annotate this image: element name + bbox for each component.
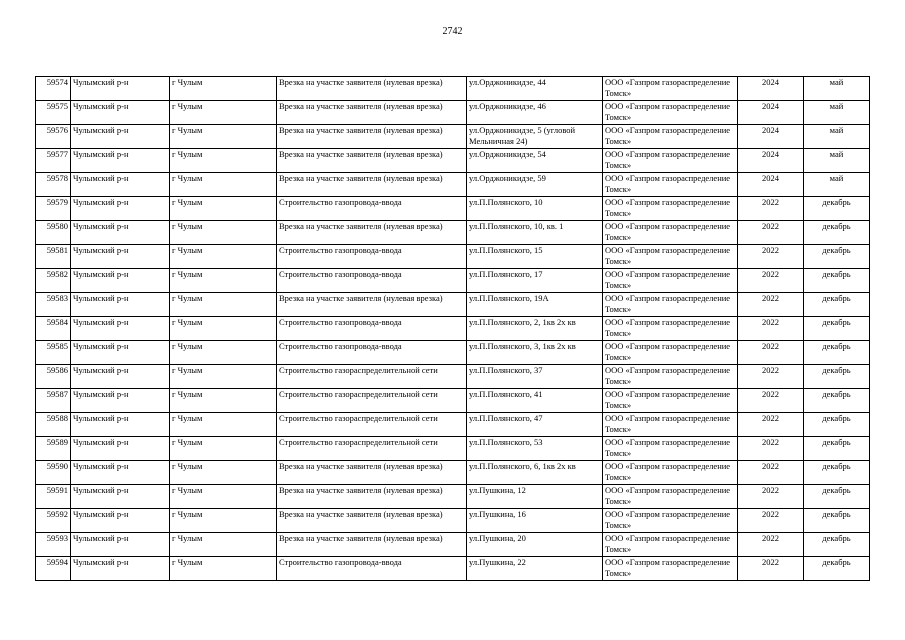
district-cell: Чулымский р-н [71, 389, 170, 413]
work-type-cell: Врезка на участке заявителя (нулевая врезка) [277, 149, 467, 173]
address-cell: ул.П.Полянского, 15 [467, 245, 603, 269]
address-cell: ул.Орджоникидзе, 59 [467, 173, 603, 197]
page-number: 2742 [442, 26, 463, 37]
organization-cell: ООО «Газпром газораспределение Томск» [603, 245, 738, 269]
table-row [36, 149, 870, 173]
year-cell: 2022 [738, 509, 804, 533]
row-number-cell: 59588 [36, 413, 71, 437]
organization-cell: ООО «Газпром газораспределение Томск» [603, 77, 738, 101]
district-cell: Чулымский р-н [71, 317, 170, 341]
year-cell: 2022 [738, 389, 804, 413]
settlement-cell: г Чулым [170, 341, 277, 365]
row-number-cell: 59589 [36, 437, 71, 461]
row-number-cell: 59583 [36, 293, 71, 317]
organization-cell: ООО «Газпром газораспределение Томск» [603, 293, 738, 317]
row-number-cell: 59574 [36, 77, 71, 101]
district-cell: Чулымский р-н [71, 269, 170, 293]
year-cell: 2022 [738, 317, 804, 341]
district-cell: Чулымский р-н [71, 125, 170, 149]
organization-cell: ООО «Газпром газораспределение Томск» [603, 269, 738, 293]
address-cell: ул.П.Полянского, 10 [467, 197, 603, 221]
organization-cell: ООО «Газпром газораспределение Томск» [603, 125, 738, 149]
district-cell: Чулымский р-н [71, 365, 170, 389]
district-cell: Чулымский р-н [71, 437, 170, 461]
row-number-cell: 59581 [36, 245, 71, 269]
month-cell: май [804, 101, 870, 125]
settlement-cell: г Чулым [170, 173, 277, 197]
year-cell: 2022 [738, 485, 804, 509]
settlement-cell: г Чулым [170, 413, 277, 437]
row-number-cell: 59593 [36, 533, 71, 557]
table-row [36, 221, 870, 245]
row-number-cell: 59585 [36, 341, 71, 365]
table-row [36, 389, 870, 413]
table-body [36, 77, 870, 581]
table-row [36, 341, 870, 365]
month-cell: декабрь [804, 533, 870, 557]
district-cell: Чулымский р-н [71, 101, 170, 125]
organization-cell: ООО «Газпром газораспределение Томск» [603, 341, 738, 365]
district-cell: Чулымский р-н [71, 509, 170, 533]
address-cell: ул.Пушкина, 22 [467, 557, 603, 581]
organization-cell: ООО «Газпром газораспределение Томск» [603, 533, 738, 557]
work-type-cell: Строительство газопровода-ввода [277, 245, 467, 269]
table-row [36, 533, 870, 557]
settlement-cell: г Чулым [170, 557, 277, 581]
row-number-cell: 59576 [36, 125, 71, 149]
year-cell: 2022 [738, 197, 804, 221]
gasification-table [35, 76, 870, 581]
month-cell: декабрь [804, 269, 870, 293]
row-number-cell: 59579 [36, 197, 71, 221]
year-cell: 2022 [738, 269, 804, 293]
row-number-cell: 59591 [36, 485, 71, 509]
organization-cell: ООО «Газпром газораспределение Томск» [603, 173, 738, 197]
table-row [36, 269, 870, 293]
work-type-cell: Строительство газопровода-ввода [277, 269, 467, 293]
year-cell: 2022 [738, 341, 804, 365]
work-type-cell: Врезка на участке заявителя (нулевая врезка) [277, 101, 467, 125]
row-number-cell: 59582 [36, 269, 71, 293]
table-row [36, 557, 870, 581]
district-cell: Чулымский р-н [71, 461, 170, 485]
settlement-cell: г Чулым [170, 221, 277, 245]
district-cell: Чулымский р-н [71, 413, 170, 437]
year-cell: 2022 [738, 557, 804, 581]
month-cell: декабрь [804, 293, 870, 317]
district-cell: Чулымский р-н [71, 293, 170, 317]
settlement-cell: г Чулым [170, 149, 277, 173]
address-cell: ул.Орджоникидзе, 44 [467, 77, 603, 101]
address-cell: ул.Пушкина, 12 [467, 485, 603, 509]
address-cell: ул.П.Полянского, 53 [467, 437, 603, 461]
year-cell: 2024 [738, 149, 804, 173]
district-cell: Чулымский р-н [71, 533, 170, 557]
work-type-cell: Строительство газопровода-ввода [277, 197, 467, 221]
table-row [36, 413, 870, 437]
work-type-cell: Врезка на участке заявителя (нулевая врезка) [277, 173, 467, 197]
district-cell: Чулымский р-н [71, 245, 170, 269]
year-cell: 2022 [738, 365, 804, 389]
work-type-cell: Строительство газопровода-ввода [277, 557, 467, 581]
settlement-cell: г Чулым [170, 269, 277, 293]
year-cell: 2022 [738, 413, 804, 437]
address-cell: ул.П.Полянского, 17 [467, 269, 603, 293]
settlement-cell: г Чулым [170, 317, 277, 341]
work-type-cell: Строительство газораспределительной сети [277, 389, 467, 413]
month-cell: декабрь [804, 437, 870, 461]
address-cell: ул.П.Полянского, 47 [467, 413, 603, 437]
district-cell: Чулымский р-н [71, 197, 170, 221]
row-number-cell: 59577 [36, 149, 71, 173]
organization-cell: ООО «Газпром газораспределение Томск» [603, 149, 738, 173]
settlement-cell: г Чулым [170, 437, 277, 461]
district-cell: Чулымский р-н [71, 77, 170, 101]
month-cell: декабрь [804, 461, 870, 485]
table-row [36, 77, 870, 101]
month-cell: декабрь [804, 509, 870, 533]
year-cell: 2024 [738, 101, 804, 125]
month-cell: декабрь [804, 245, 870, 269]
address-cell: ул.П.Полянского, 10, кв. 1 [467, 221, 603, 245]
month-cell: май [804, 173, 870, 197]
month-cell: декабрь [804, 221, 870, 245]
district-cell: Чулымский р-н [71, 173, 170, 197]
organization-cell: ООО «Газпром газораспределение Томск» [603, 101, 738, 125]
settlement-cell: г Чулым [170, 509, 277, 533]
table-row [36, 197, 870, 221]
settlement-cell: г Чулым [170, 485, 277, 509]
organization-cell: ООО «Газпром газораспределение Томск» [603, 437, 738, 461]
organization-cell: ООО «Газпром газораспределение Томск» [603, 221, 738, 245]
table-row [36, 101, 870, 125]
table-row [36, 125, 870, 149]
row-number-cell: 59586 [36, 365, 71, 389]
address-cell: ул.Орджоникидзе, 54 [467, 149, 603, 173]
settlement-cell: г Чулым [170, 389, 277, 413]
month-cell: декабрь [804, 341, 870, 365]
organization-cell: ООО «Газпром газораспределение Томск» [603, 485, 738, 509]
month-cell: декабрь [804, 197, 870, 221]
settlement-cell: г Чулым [170, 533, 277, 557]
work-type-cell: Строительство газораспределительной сети [277, 413, 467, 437]
address-cell: ул.П.Полянского, 41 [467, 389, 603, 413]
organization-cell: ООО «Газпром газораспределение Томск» [603, 197, 738, 221]
table-row [36, 245, 870, 269]
month-cell: декабрь [804, 365, 870, 389]
address-cell: ул.Пушкина, 16 [467, 509, 603, 533]
month-cell: май [804, 125, 870, 149]
district-cell: Чулымский р-н [71, 485, 170, 509]
month-cell: декабрь [804, 413, 870, 437]
settlement-cell: г Чулым [170, 245, 277, 269]
year-cell: 2024 [738, 173, 804, 197]
table-row [36, 509, 870, 533]
work-type-cell: Строительство газораспределительной сети [277, 437, 467, 461]
table-row [36, 485, 870, 509]
address-cell: ул.П.Полянского, 6, 1кв 2х кв [467, 461, 603, 485]
row-number-cell: 59580 [36, 221, 71, 245]
settlement-cell: г Чулым [170, 77, 277, 101]
year-cell: 2022 [738, 533, 804, 557]
district-cell: Чулымский р-н [71, 221, 170, 245]
month-cell: декабрь [804, 317, 870, 341]
year-cell: 2022 [738, 293, 804, 317]
year-cell: 2024 [738, 125, 804, 149]
settlement-cell: г Чулым [170, 365, 277, 389]
row-number-cell: 59590 [36, 461, 71, 485]
year-cell: 2022 [738, 461, 804, 485]
address-cell: ул.П.Полянского, 3, 1кв 2х кв [467, 341, 603, 365]
month-cell: декабрь [804, 389, 870, 413]
row-number-cell: 59587 [36, 389, 71, 413]
table-row [36, 461, 870, 485]
work-type-cell: Врезка на участке заявителя (нулевая врезка) [277, 485, 467, 509]
month-cell: декабрь [804, 485, 870, 509]
organization-cell: ООО «Газпром газораспределение Томск» [603, 317, 738, 341]
organization-cell: ООО «Газпром газораспределение Томск» [603, 389, 738, 413]
month-cell: май [804, 149, 870, 173]
work-type-cell: Врезка на участке заявителя (нулевая врезка) [277, 509, 467, 533]
organization-cell: ООО «Газпром газораспределение Томск» [603, 461, 738, 485]
table-row [36, 173, 870, 197]
settlement-cell: г Чулым [170, 197, 277, 221]
settlement-cell: г Чулым [170, 125, 277, 149]
year-cell: 2022 [738, 245, 804, 269]
address-cell: ул.Орджоникидзе, 5 (угловой Мельничная 24) [467, 125, 603, 149]
year-cell: 2022 [738, 437, 804, 461]
organization-cell: ООО «Газпром газораспределение Томск» [603, 509, 738, 533]
work-type-cell: Врезка на участке заявителя (нулевая врезка) [277, 461, 467, 485]
address-cell: ул.П.Полянского, 19А [467, 293, 603, 317]
month-cell: декабрь [804, 557, 870, 581]
work-type-cell: Строительство газопровода-ввода [277, 317, 467, 341]
row-number-cell: 59584 [36, 317, 71, 341]
work-type-cell: Врезка на участке заявителя (нулевая врезка) [277, 221, 467, 245]
row-number-cell: 59575 [36, 101, 71, 125]
row-number-cell: 59592 [36, 509, 71, 533]
organization-cell: ООО «Газпром газораспределение Томск» [603, 365, 738, 389]
month-cell: май [804, 77, 870, 101]
settlement-cell: г Чулым [170, 101, 277, 125]
work-type-cell: Строительство газораспределительной сети [277, 365, 467, 389]
address-cell: ул.Пушкина, 20 [467, 533, 603, 557]
address-cell: ул.Орджоникидзе, 46 [467, 101, 603, 125]
year-cell: 2022 [738, 221, 804, 245]
work-type-cell: Врезка на участке заявителя (нулевая врезка) [277, 77, 467, 101]
settlement-cell: г Чулым [170, 461, 277, 485]
work-type-cell: Врезка на участке заявителя (нулевая врезка) [277, 533, 467, 557]
work-type-cell: Врезка на участке заявителя (нулевая врезка) [277, 125, 467, 149]
table-row [36, 317, 870, 341]
organization-cell: ООО «Газпром газораспределение Томск» [603, 413, 738, 437]
work-type-cell: Врезка на участке заявителя (нулевая врезка) [277, 293, 467, 317]
address-cell: ул.П.Полянского, 2, 1кв 2х кв [467, 317, 603, 341]
table-row [36, 365, 870, 389]
table-row [36, 437, 870, 461]
work-type-cell: Строительство газопровода-ввода [277, 341, 467, 365]
district-cell: Чулымский р-н [71, 341, 170, 365]
row-number-cell: 59594 [36, 557, 71, 581]
address-cell: ул.П.Полянского, 37 [467, 365, 603, 389]
year-cell: 2024 [738, 77, 804, 101]
settlement-cell: г Чулым [170, 293, 277, 317]
row-number-cell: 59578 [36, 173, 71, 197]
organization-cell: ООО «Газпром газораспределение Томск» [603, 557, 738, 581]
district-cell: Чулымский р-н [71, 557, 170, 581]
table-row [36, 293, 870, 317]
district-cell: Чулымский р-н [71, 149, 170, 173]
